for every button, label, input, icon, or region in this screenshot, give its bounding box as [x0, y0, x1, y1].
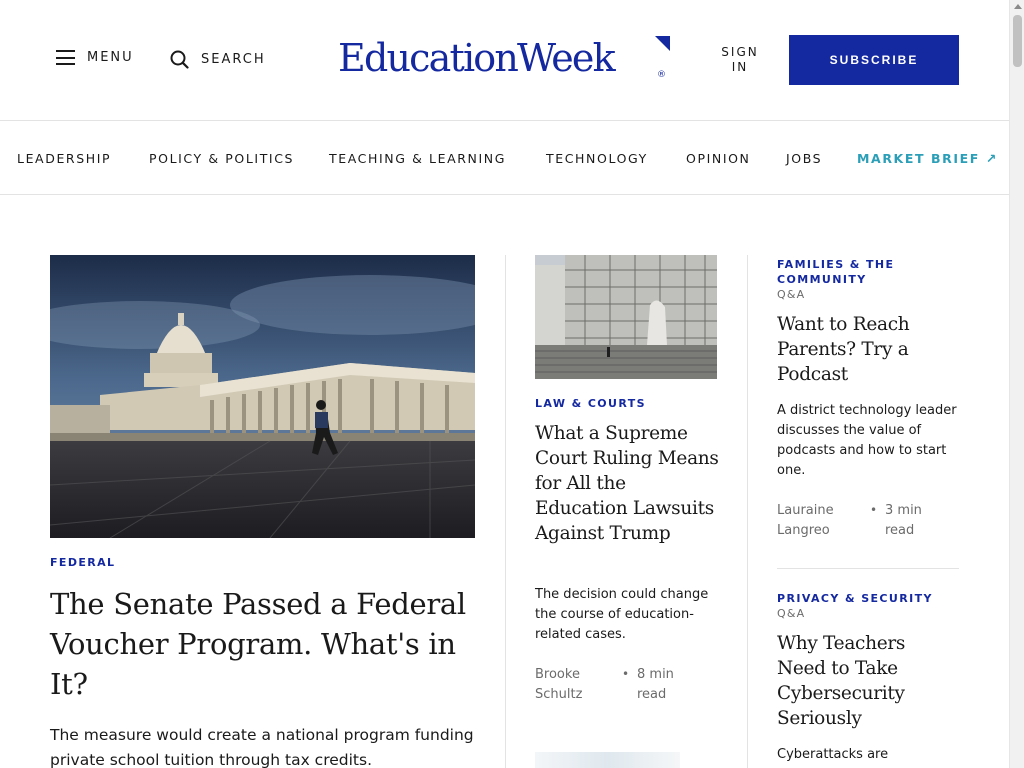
nav-item-jobs[interactable]: JOBS: [786, 151, 823, 166]
search-label: SEARCH: [201, 52, 266, 67]
article-headline[interactable]: The Senate Passed a Federal Voucher Program. What's in It?: [50, 587, 466, 701]
logo-text: EducationWeek: [338, 36, 614, 80]
menu-label: MENU: [87, 50, 134, 65]
article-category[interactable]: PRIVACY & SECURITY: [777, 592, 933, 605]
nav-item-technology[interactable]: TECHNOLOGY: [546, 151, 648, 166]
column-divider: [505, 255, 506, 768]
supreme-court-image[interactable]: [535, 255, 717, 379]
nav-item-leadership[interactable]: LEADERSHIP: [17, 151, 112, 166]
menu-button[interactable]: [56, 50, 134, 65]
meta-separator: •: [622, 667, 630, 681]
subscribe-button[interactable]: SUBSCRIBE: [789, 35, 959, 85]
page-scrollbar[interactable]: [1009, 0, 1024, 768]
article-category[interactable]: FEDERAL: [50, 556, 116, 569]
article-headline[interactable]: Want to Reach Parents? Try a Podcast: [777, 314, 910, 385]
article-dek: A district technology leader discusses the value of podcasts and how to start one.: [777, 403, 957, 478]
article-thumbnail-image[interactable]: [535, 752, 680, 768]
meta-separator: •: [870, 503, 878, 517]
logo-corner-mark: [655, 36, 670, 51]
scroll-up-arrow-icon[interactable]: [1014, 4, 1022, 9]
article-headline[interactable]: What a Supreme Court Ruling Means for All the Education Lawsuits Against Trump: [535, 423, 719, 544]
capitol-building-image[interactable]: [50, 255, 475, 538]
column-divider: [747, 255, 748, 768]
article-dek: The decision could change the course of education-related cases.: [535, 587, 709, 642]
article-author[interactable]: Brooke Schultz: [535, 667, 583, 702]
section-nav: [0, 121, 1009, 195]
scrollbar-thumb[interactable]: [1013, 15, 1022, 67]
article-format-label: Q&A: [777, 288, 806, 301]
article-read-time: 3 min read: [885, 503, 922, 538]
hamburger-icon: [56, 50, 75, 65]
article-read-time: 8 min read: [637, 667, 674, 702]
nav-item-opinion[interactable]: OPINION: [686, 151, 751, 166]
nav-item-policy-politics[interactable]: POLICY & POLITICS: [149, 151, 295, 166]
article-dek: Cyberattacks are: [777, 747, 889, 762]
article-author[interactable]: Lauraine Langreo: [777, 503, 834, 538]
nav-item-market-brief[interactable]: MARKET BRIEF ↗: [857, 151, 998, 166]
article-category[interactable]: FAMILIES & THE COMMUNITY: [777, 258, 895, 286]
article-category[interactable]: LAW & COURTS: [535, 397, 646, 410]
article-format-label: Q&A: [777, 607, 806, 620]
sign-in-link[interactable]: SIGN IN: [721, 45, 759, 74]
site-header: [0, 0, 1009, 121]
nav-item-teaching-learning[interactable]: TEACHING & LEARNING: [329, 151, 506, 166]
site-logo[interactable]: [338, 34, 672, 84]
article-dek: The measure would create a national program funding private school tuition through tax credits.: [50, 726, 474, 768]
article-divider: [777, 568, 959, 569]
logo-registered-mark: ®: [657, 70, 666, 80]
article-headline[interactable]: Why Teachers Need to Take Cybersecurity Seriously: [777, 633, 906, 729]
search-icon: [170, 50, 189, 69]
search-button[interactable]: [170, 50, 266, 69]
